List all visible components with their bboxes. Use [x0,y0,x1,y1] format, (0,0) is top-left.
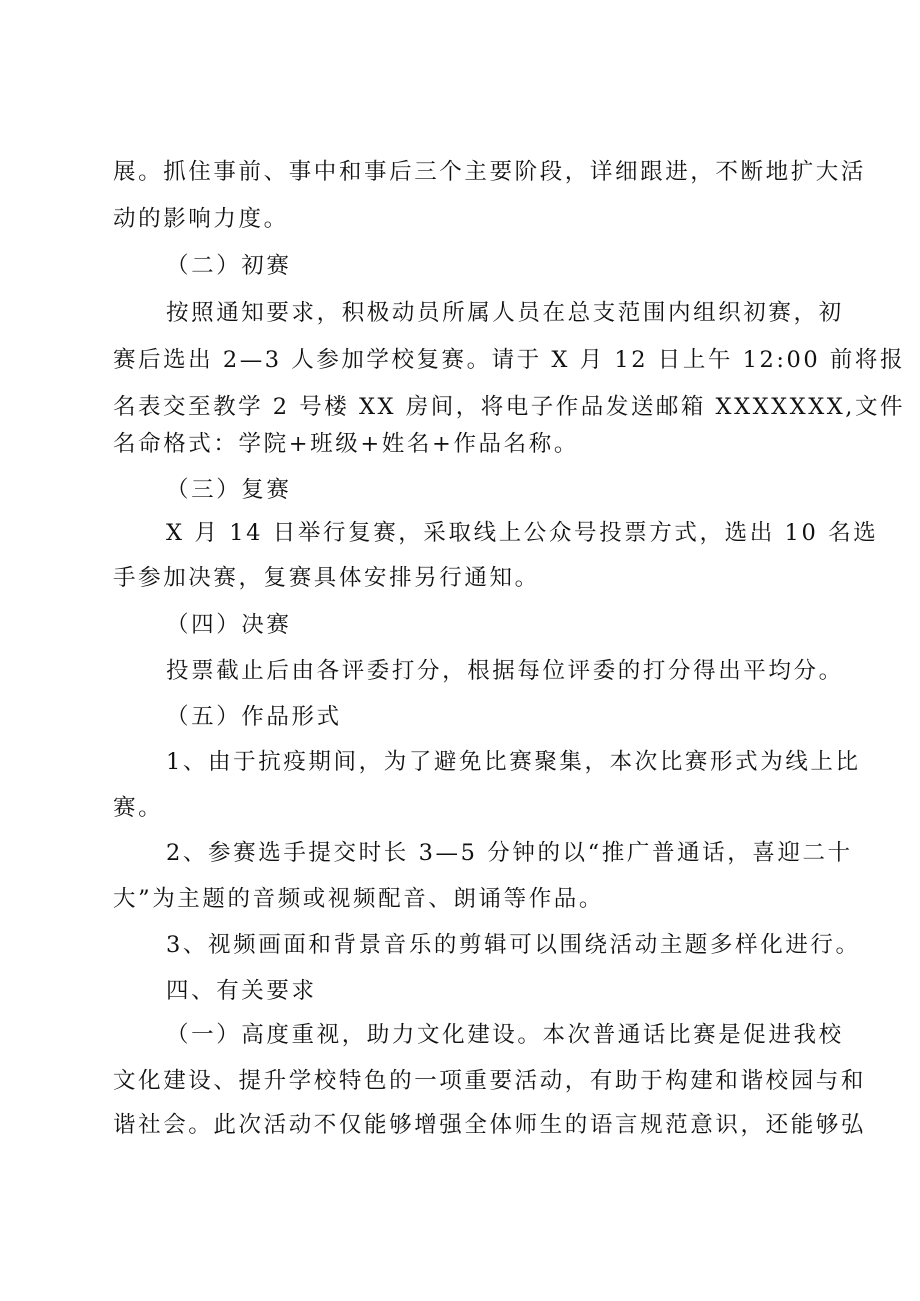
list-item: 2、参赛选手提交时长 3—5 分钟的以“推广普通话，喜迎二十 [166,840,853,866]
list-item-continuation: 大”为主题的音频或视频配音、朗诵等作品。 [113,886,605,912]
body-text-line: 名表交至教学 2 号楼 XX 房间，将电子作品发送邮箱 XXXXXXX,文件 [113,394,905,420]
body-text-line: 手参加决赛，复赛具体安排另行通知。 [113,565,540,591]
section-heading: （五）作品形式 [166,704,342,730]
section-heading: （二）初赛 [166,253,292,279]
list-item: 3、视频画面和背景音乐的剪辑可以围绕活动主题多样化进行。 [166,932,861,958]
body-text-line: 赛后选出 2—3 人参加学校复赛。请于 X 月 12 日上午 12:00 前将报 [113,347,905,373]
section-heading: 四、有关要求 [166,978,317,1004]
body-text-line: 谐社会。此次活动不仅能够增强全体师生的语言规范意识，还能够弘 [113,1112,867,1138]
body-text-line: 文化建设、提升学校特色的一项重要活动，有助于构建和谐校园与和 [113,1068,867,1094]
body-text-line: 按照通知要求，积极动员所属人员在总支范围内组织初赛，初 [166,300,844,326]
list-item-continuation: 赛。 [113,795,164,821]
section-heading: （四）决赛 [166,612,292,638]
body-text-line: 展。抓住事前、事中和事后三个主要阶段，详细跟进，不断地扩大活 [113,159,867,185]
list-item: 1、由于抗疫期间，为了避免比赛聚集，本次比赛形式为线上比 [166,749,861,775]
body-text-line: 投票截止后由各评委打分，根据每位评委的打分得出平均分。 [166,658,844,684]
body-text-line: （一）高度重视，助力文化建设。本次普通话比赛是促进我校 [166,1022,844,1048]
section-heading: （三）复赛 [166,477,292,503]
body-text-line: 动的影响力度。 [113,206,289,232]
body-text-line: X 月 14 日举行复赛，采取线上公众号投票方式，选出 10 名选 [166,520,879,546]
body-text-line: 名命格式：学院+班级+姓名+作品名称。 [113,431,579,457]
